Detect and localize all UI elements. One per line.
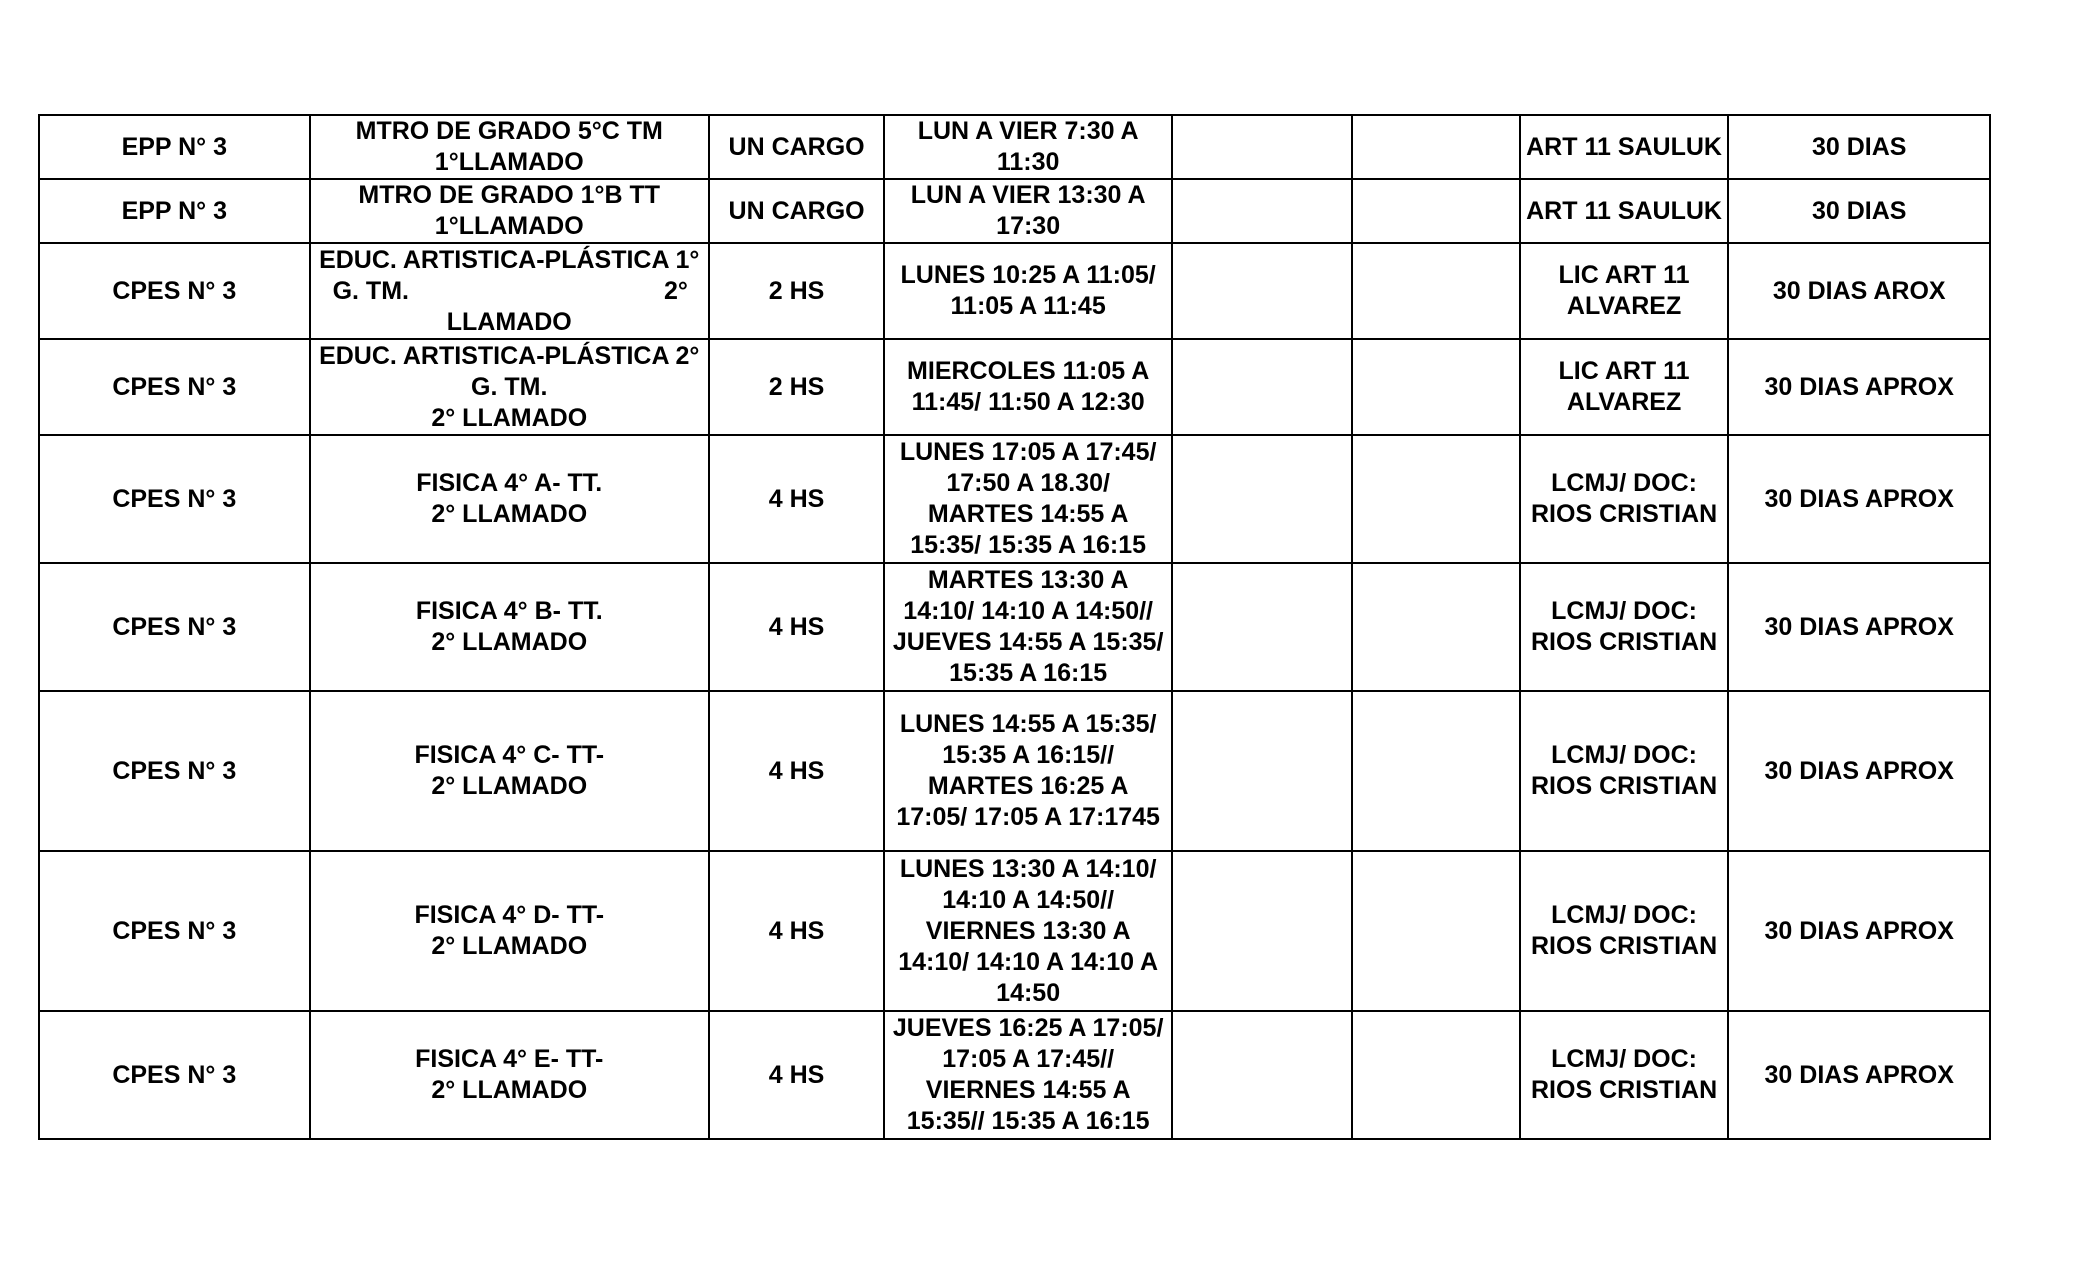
schedule-cell: LUNES 17:05 A 17:45/ 17:50 A 18.30/ MARTES 14:55 A 15:35/ 15:35 A 16:15 — [884, 435, 1172, 563]
load-cell: 4 HS — [709, 435, 884, 563]
empty-cell — [1172, 563, 1352, 691]
subject-line: LLAMADO — [446, 307, 572, 336]
subject-line: EDUC. ARTISTICA-PLÁSTICA 1° — [319, 245, 700, 274]
empty-cell — [1352, 179, 1519, 243]
school-cell: CPES N° 3 — [39, 435, 310, 563]
subject-cell: FISICA 4° E- TT- 2° LLAMADO — [310, 1011, 709, 1139]
empty-cell — [1172, 339, 1352, 435]
empty-cell — [1352, 115, 1519, 179]
table-row — [39, 563, 1990, 691]
empty-cell — [1352, 435, 1519, 563]
load-cell: 4 HS — [709, 691, 884, 851]
reason-cell: LCMJ/ DOC: RIOS CRISTIAN — [1520, 1011, 1729, 1139]
load-cell: 2 HS — [709, 243, 884, 339]
empty-cell — [1172, 1011, 1352, 1139]
empty-cell — [1352, 243, 1519, 339]
empty-cell — [1172, 179, 1352, 243]
duration-cell: 30 DIAS APROX — [1728, 435, 1990, 563]
school-cell: CPES N° 3 — [39, 563, 310, 691]
vacancy-table — [38, 114, 1991, 1140]
empty-cell — [1352, 851, 1519, 1011]
empty-cell — [1352, 1011, 1519, 1139]
schedule-cell: MIERCOLES 11:05 A 11:45/ 11:50 A 12:30 — [884, 339, 1172, 435]
reason-cell: LCMJ/ DOC: RIOS CRISTIAN — [1520, 563, 1729, 691]
school-cell: EPP N° 3 — [39, 179, 310, 243]
subject-cell: FISICA 4° B- TT. 2° LLAMADO — [310, 563, 709, 691]
empty-cell — [1352, 691, 1519, 851]
duration-cell: 30 DIAS APROX — [1728, 1011, 1990, 1139]
empty-cell — [1172, 691, 1352, 851]
table-row — [39, 691, 1990, 851]
duration-cell: 30 DIAS APROX — [1728, 563, 1990, 691]
table-row — [39, 339, 1990, 435]
subject-cell: MTRO DE GRADO 1°B TT 1°LLAMADO — [310, 179, 709, 243]
load-cell: 4 HS — [709, 563, 884, 691]
schedule-cell: MARTES 13:30 A 14:10/ 14:10 A 14:50// JUEVES 14:55 A 15:35/ 15:35 A 16:15 — [884, 563, 1172, 691]
table-row — [39, 1011, 1990, 1139]
duration-cell: 30 DIAS AROX — [1728, 243, 1990, 339]
subject-cell: EDUC. ARTISTICA-PLÁSTICA 2° G. TM. 2° LLAMADO — [310, 339, 709, 435]
school-cell: CPES N° 3 — [39, 851, 310, 1011]
load-cell: 4 HS — [709, 1011, 884, 1139]
empty-cell — [1352, 563, 1519, 691]
school-cell: CPES N° 3 — [39, 243, 310, 339]
subject-fragment: G. TM. — [332, 276, 409, 305]
subject-fragment: 2° — [664, 276, 688, 305]
table-row — [39, 243, 1990, 339]
reason-cell: ART 11 SAULUK — [1520, 115, 1729, 179]
table-row — [39, 435, 1990, 563]
school-cell: CPES N° 3 — [39, 1011, 310, 1139]
reason-cell: LCMJ/ DOC: RIOS CRISTIAN — [1520, 691, 1729, 851]
schedule-cell: JUEVES 16:25 A 17:05/ 17:05 A 17:45// VIERNES 14:55 A 15:35// 15:35 A 16:15 — [884, 1011, 1172, 1139]
reason-cell: LCMJ/ DOC: RIOS CRISTIAN — [1520, 435, 1729, 563]
table-row — [39, 851, 1990, 1011]
reason-cell: LCMJ/ DOC: RIOS CRISTIAN — [1520, 851, 1729, 1011]
subject-cell: FISICA 4° C- TT- 2° LLAMADO — [310, 691, 709, 851]
reason-cell: ART 11 SAULUK — [1520, 179, 1729, 243]
table-row — [39, 179, 1990, 243]
schedule-cell: LUNES 13:30 A 14:10/ 14:10 A 14:50// VIERNES 13:30 A 14:10/ 14:10 A 14:10 A 14:50 — [884, 851, 1172, 1011]
load-cell: UN CARGO — [709, 115, 884, 179]
load-cell: 2 HS — [709, 339, 884, 435]
subject-cell — [310, 243, 709, 339]
empty-cell — [1172, 243, 1352, 339]
empty-cell — [1352, 339, 1519, 435]
empty-cell — [1172, 115, 1352, 179]
schedule-cell: LUNES 14:55 A 15:35/ 15:35 A 16:15// MARTES 16:25 A 17:05/ 17:05 A 17:1745 — [884, 691, 1172, 851]
school-cell: CPES N° 3 — [39, 339, 310, 435]
duration-cell: 30 DIAS APROX — [1728, 851, 1990, 1011]
duration-cell: 30 DIAS APROX — [1728, 339, 1990, 435]
empty-cell — [1172, 851, 1352, 1011]
subject-cell: FISICA 4° A- TT. 2° LLAMADO — [310, 435, 709, 563]
empty-cell — [1172, 435, 1352, 563]
table-row — [39, 115, 1990, 179]
duration-cell: 30 DIAS APROX — [1728, 691, 1990, 851]
subject-cell: MTRO DE GRADO 5°C TM 1°LLAMADO — [310, 115, 709, 179]
load-cell: UN CARGO — [709, 179, 884, 243]
school-cell: CPES N° 3 — [39, 691, 310, 851]
duration-cell: 30 DIAS — [1728, 179, 1990, 243]
load-cell: 4 HS — [709, 851, 884, 1011]
duration-cell: 30 DIAS — [1728, 115, 1990, 179]
subject-cell: FISICA 4° D- TT- 2° LLAMADO — [310, 851, 709, 1011]
subject-line — [313, 276, 706, 307]
schedule-cell: LUN A VIER 13:30 A 17:30 — [884, 179, 1172, 243]
school-cell: EPP N° 3 — [39, 115, 310, 179]
reason-cell: LIC ART 11 ALVAREZ — [1520, 243, 1729, 339]
schedule-cell: LUN A VIER 7:30 A 11:30 — [884, 115, 1172, 179]
schedule-cell: LUNES 10:25 A 11:05/ 11:05 A 11:45 — [884, 243, 1172, 339]
reason-cell: LIC ART 11 ALVAREZ — [1520, 339, 1729, 435]
